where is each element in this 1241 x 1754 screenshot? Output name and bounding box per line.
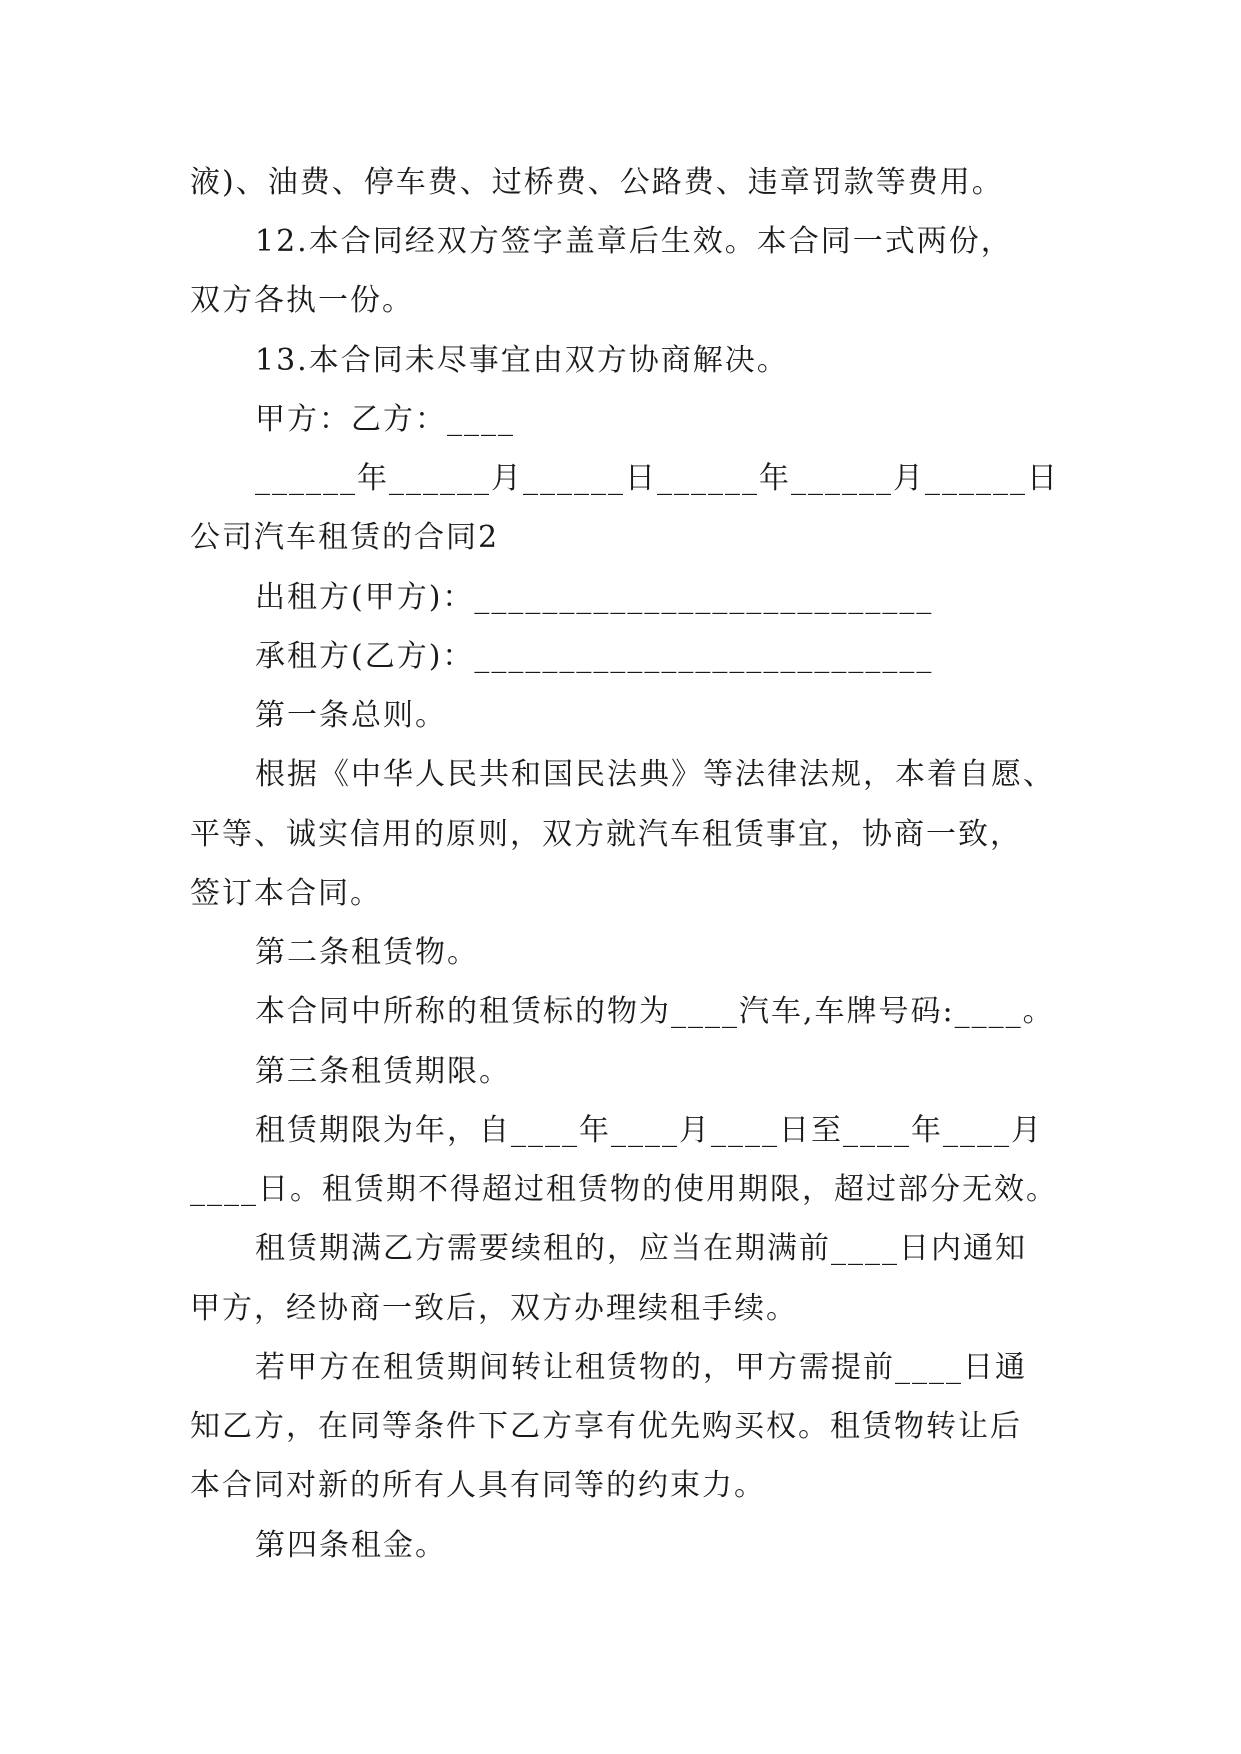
text-line: 双方各执一份。 xyxy=(190,283,414,318)
text-line: 承租方(乙方)：___________________________ xyxy=(255,639,934,674)
text-line: 12.本合同经双方签字盖章后生效。本合同一式两份， xyxy=(255,224,1013,259)
text-line: 本合同对新的所有人具有同等的约束力。 xyxy=(190,1468,766,1503)
article-heading: 第三条租赁期限。 xyxy=(255,1054,511,1089)
article-heading: 第一条总则。 xyxy=(255,698,447,733)
text-line: 本合同中所称的租赁标的物为____汽车,车牌号码:____。 xyxy=(255,994,1055,1029)
text-line: 平等、诚实信用的原则，双方就汽车租赁事宜，协商一致， xyxy=(190,817,1022,852)
text-line: 13.本合同未尽事宜由双方协商解决。 xyxy=(255,343,789,378)
text-line: 甲方，经协商一致后，双方办理续租手续。 xyxy=(190,1291,798,1326)
text-line: 出租方(甲方)：___________________________ xyxy=(255,580,934,615)
section-title: 公司汽车租赁的合同2 xyxy=(190,520,500,555)
text-line: 租赁期满乙方需要续租的，应当在期满前____日内通知 xyxy=(255,1231,1027,1266)
text-line: 根据《中华人民共和国民法典》等法律法规，本着自愿、 xyxy=(255,757,1055,792)
text-line: ______年______月______日______年______月______日 xyxy=(255,461,1059,496)
article-heading: 第二条租赁物。 xyxy=(255,935,479,970)
text-line: 知乙方，在同等条件下乙方享有优先购买权。租赁物转让后 xyxy=(190,1409,1022,1444)
text-line: 租赁期限为年，自____年____月____日至____年____月 xyxy=(255,1113,1043,1148)
text-line: 若甲方在租赁期间转让租赁物的，甲方需提前____日通 xyxy=(255,1350,1027,1385)
text-line: 甲方：乙方：____ xyxy=(255,402,515,437)
text-line: ____日。租赁期不得超过租赁物的使用期限，超过部分无效。 xyxy=(190,1172,1058,1207)
text-line: 液)、油费、停车费、过桥费、公路费、违章罚款等费用。 xyxy=(190,165,1004,200)
text-line: 签订本合同。 xyxy=(190,876,382,911)
article-heading: 第四条租金。 xyxy=(255,1528,447,1563)
